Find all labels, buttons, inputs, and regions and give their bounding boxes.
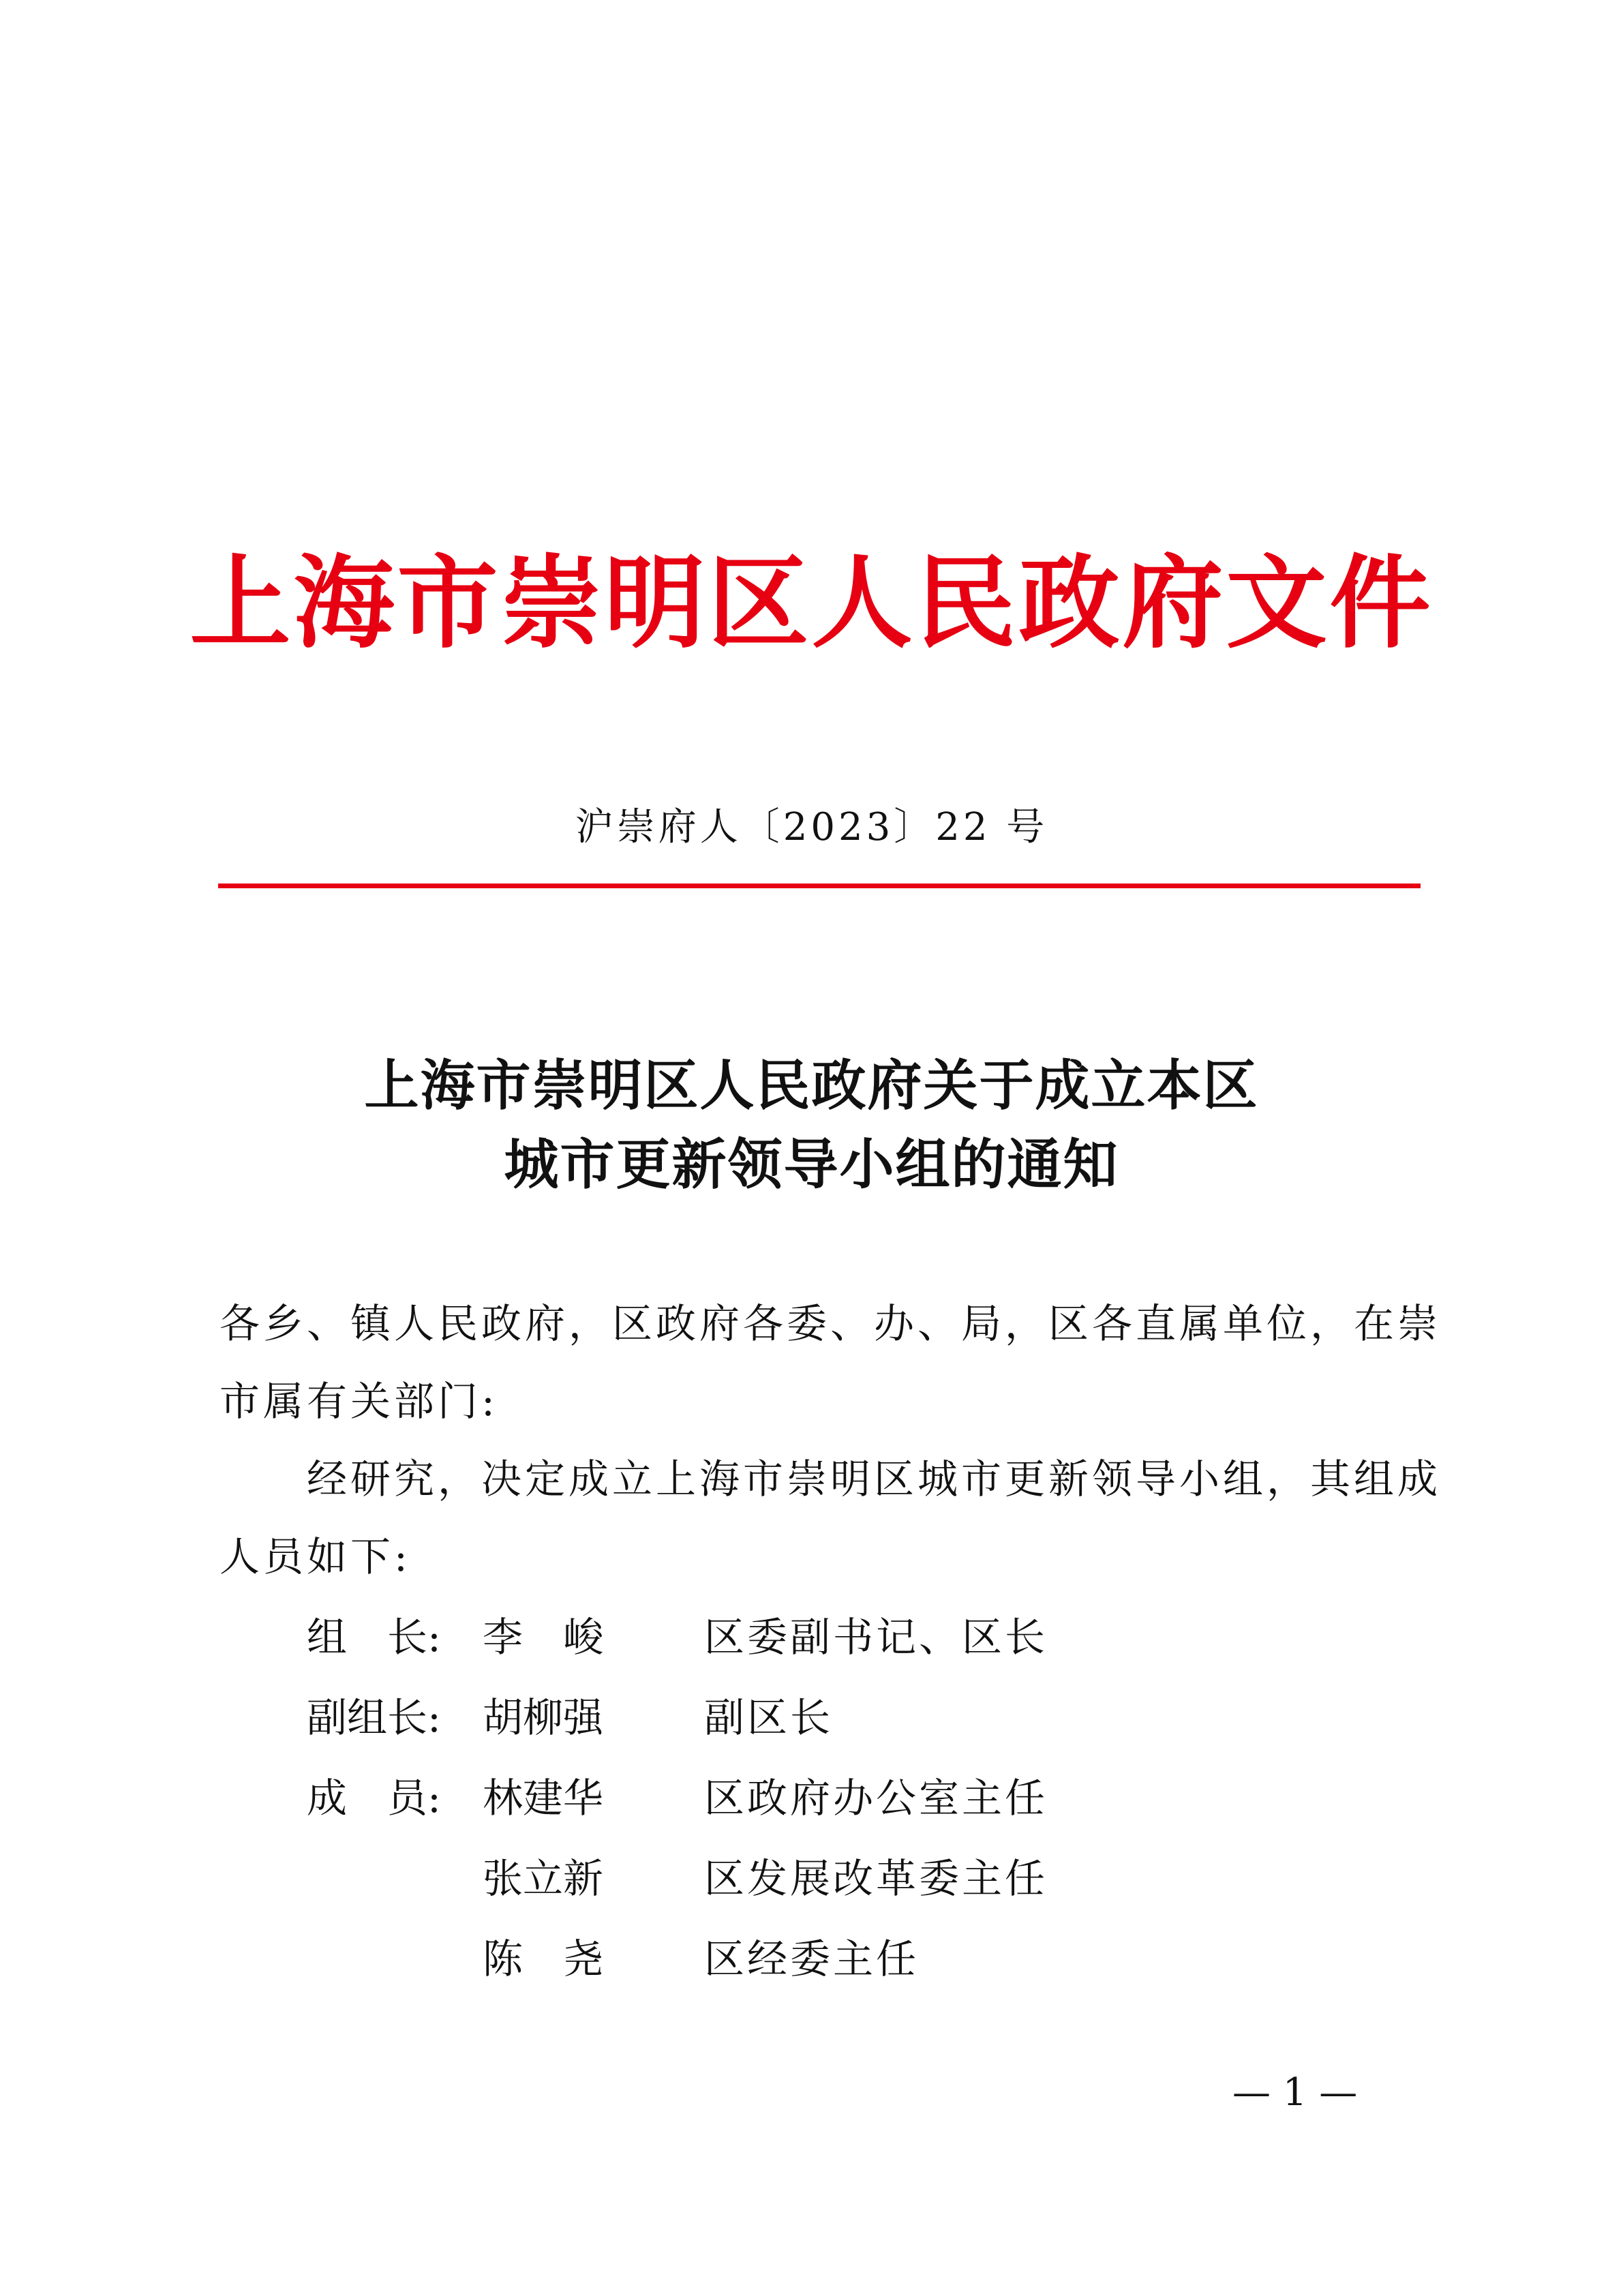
member-name: 陈 尧 bbox=[483, 1935, 604, 1982]
paragraph-1-line-2: 人员如下: bbox=[219, 1533, 411, 1580]
member-name: 林建华 bbox=[483, 1774, 604, 1822]
member-position: 区经委主任 bbox=[704, 1935, 920, 1982]
member-position: 副区长 bbox=[704, 1694, 834, 1741]
member-name: 张立新 bbox=[483, 1855, 604, 1902]
notice-title-line-1: 上海市崇明区人民政府关于成立本区 bbox=[364, 1053, 1259, 1117]
member-role: 组 长: bbox=[307, 1614, 441, 1661]
red-divider-line bbox=[218, 883, 1421, 888]
member-role: 副组长: bbox=[307, 1694, 441, 1741]
salutation-line-1: 各乡、镇人民政府，区政府各委、办、局，区各直属单位，在崇 bbox=[219, 1300, 1442, 1347]
member-role: 成 员: bbox=[307, 1774, 441, 1822]
member-position: 区委副书记、区长 bbox=[704, 1614, 1048, 1661]
notice-title-line-2: 城市更新领导小组的通知 bbox=[504, 1132, 1119, 1196]
document-number: 沪崇府人〔2023〕22 号 bbox=[575, 805, 1048, 849]
page-number: — 1 — bbox=[1232, 2070, 1358, 2115]
paragraph-1-line-1: 经研究，决定成立上海市崇明区城市更新领导小组，其组成 bbox=[307, 1455, 1442, 1502]
member-position: 区政府办公室主任 bbox=[704, 1774, 1048, 1822]
member-name: 胡柳强 bbox=[483, 1694, 604, 1741]
salutation-line-2: 市属有关部门: bbox=[219, 1378, 498, 1425]
member-name: 李 峻 bbox=[483, 1614, 604, 1661]
document-header-title: 上海市崇明区人民政府文件 bbox=[189, 543, 1434, 662]
member-position: 区发展改革委主任 bbox=[704, 1855, 1048, 1902]
